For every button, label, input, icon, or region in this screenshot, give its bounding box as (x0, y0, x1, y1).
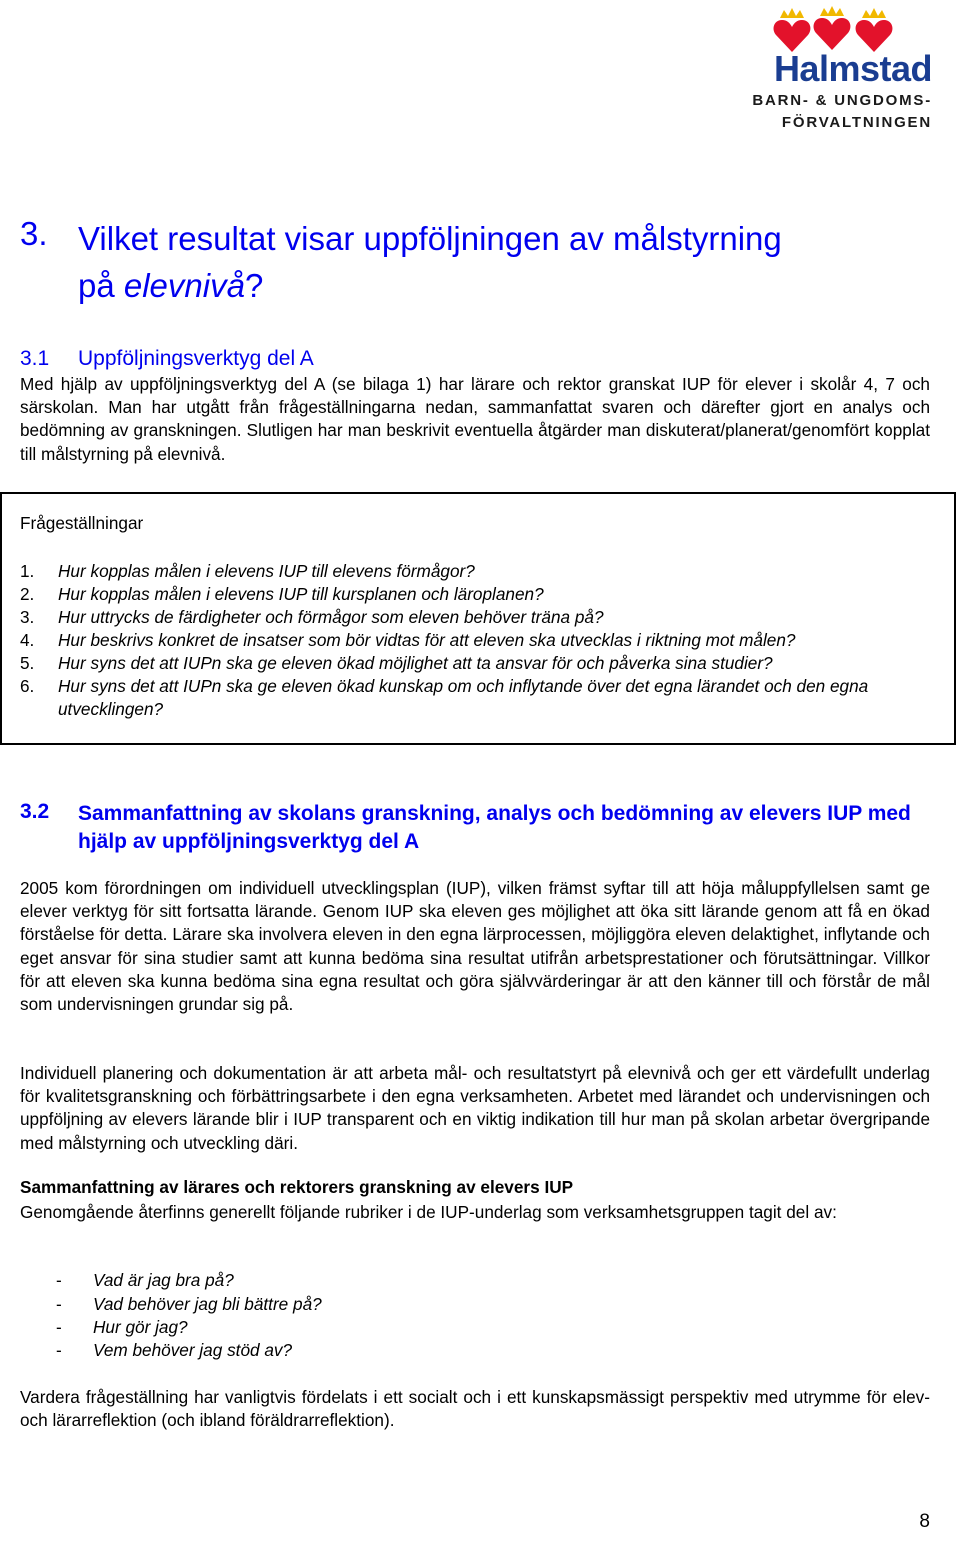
question-text: Hur syns det att IUPn ska ge eleven ökad möjlighet att ta ansvar för och påverka sina studier? (58, 653, 773, 673)
list-dash: - (56, 1340, 62, 1360)
halmstad-logo (742, 4, 932, 130)
section-2-paragraph-2: Individuell planering och dokumentation är att arbeta mål- och resultatstyrt på elevnivå och ger ett värdefullt underlag för kvalitetsgranskning och förbättringsarbete i den egna verksamheten. Arbetet med lärandet och undervisningen och uppföljning av elevers lärande blir i IUP transparent och en viktig indikation till hur man på skolan arbetar övergripande med målstyrning och utveckling däri. (20, 1063, 930, 1153)
heading-line2-italic: elevnivå (123, 267, 245, 304)
page-heading (78, 215, 938, 309)
list-item-text: Hur gör jag? (93, 1317, 188, 1337)
section-2-title: Sammanfattning av skolans granskning, analys och bedömning av elevers IUP med hjälp av uppföljningsverktyg del A (78, 802, 911, 853)
heading-line2-prefix: på (78, 267, 124, 304)
hearts-crowns-icon (768, 4, 908, 54)
section-1-body: Med hjälp av uppföljningsverktyg del A (se bilaga 1) har lärare och rektor granskat IUP för elever i skolår 4, 7 och särskolan. Man har utgått från frågeställningarna nedan, sammanfattat svaren och därefter gjort en analys och bedömning av granskningen. Slutligen har man beskrivit eventuella åtgärder man diskuterat/planerat/genomfört kopplat till målstyrning på elevnivå. (20, 374, 930, 464)
section-1-number: 3.1 (20, 347, 50, 370)
heading-line1: Vilket resultat visar uppföljningen av målstyrning (78, 220, 782, 257)
question-text: Hur kopplas målen i elevens IUP till elevens förmågor? (58, 561, 475, 581)
list-dash: - (56, 1317, 62, 1337)
logo-subtitle-line1: BARN- & UNGDOMS- (752, 92, 932, 109)
summary-heading: Sammanfattning av lärares och rektorers granskning av elevers IUP (20, 1177, 574, 1197)
questions-box-title: Frågeställningar (20, 513, 144, 533)
list-item-text: Vad är jag bra på? (93, 1270, 234, 1290)
question-text: Hur beskrivs konkret de insatser som bör vidtas för att eleven ska utvecklas i riktning mot målen? (58, 630, 796, 650)
heading-number: 3. (20, 215, 48, 252)
list-dash: - (56, 1294, 62, 1314)
section-2-paragraph-1: 2005 kom förordningen om individuell utvecklingsplan (IUP), vilken främst syftar till att höja måluppfyllelsen samt ge elever verktyg för sitt fortsatta lärande. Genom IUP ska eleven ges möjlighet att öka sitt lärande genom att få en ökad förståelse för detta. Lärare ska involvera eleven in den egna lärprocessen, möjliggöra eleven delaktighet, inflytande och eget ansvar för sina studier samt att kunna bedöma sina resultat utifrån arbetsprestationer och förutsättningar. Villkor för att eleven ska kunna bedöma sina egna resultat och göra självvärderingar är att den känner till och förstår de mål som undervisningen grundar sig på. (20, 878, 930, 1015)
list-dash: - (56, 1270, 62, 1290)
list-item-text: Vad behöver jag bli bättre på? (93, 1294, 322, 1314)
question-number: 6. (20, 676, 35, 696)
section-1-title: Uppföljningsverktyg del A (78, 347, 314, 370)
logo-subtitle-line2: FÖRVALTNINGEN (781, 114, 932, 131)
question-text: Hur uttrycks de färdigheter och förmågor som eleven behöver träna på? (58, 607, 604, 627)
section-2-number: 3.2 (20, 800, 50, 823)
question-number: 3. (20, 607, 35, 627)
question-number: 2. (20, 584, 35, 604)
summary-closing: Vardera frågeställning har vanligtvis fördelats i ett socialt och i ett kunskapsmässigt perspektiv med utrymme för elev- och lärarreflektion (och ibland föräldrarreflektion). (20, 1387, 930, 1431)
question-number: 1. (20, 561, 35, 581)
page-number: 8 (919, 1511, 930, 1532)
question-text: Hur syns det att IUPn ska ge eleven ökad kunskap om och inflytande över det egna lärandet och den egna utvecklingen? (58, 676, 869, 720)
question-text: Hur kopplas målen i elevens IUP till kursplanen och läroplanen? (58, 584, 544, 604)
question-number: 4. (20, 630, 35, 650)
heading-line2-suffix: ? (244, 267, 264, 304)
list-item-text: Vem behöver jag stöd av? (93, 1340, 293, 1360)
logo-name: Halmstad (773, 48, 932, 89)
summary-intro: Genomgående återfinns generellt följande rubriker i de IUP-underlag som verksamhetsgruppen tagit del av: (20, 1202, 837, 1222)
question-number: 5. (20, 653, 35, 673)
